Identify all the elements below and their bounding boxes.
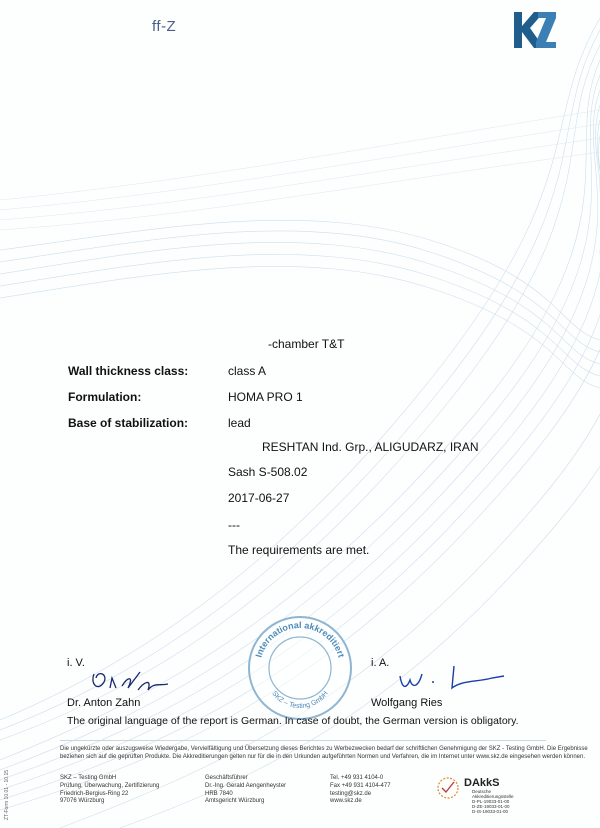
field-value-stabilization: lead xyxy=(228,416,251,430)
footer-divider xyxy=(60,740,546,741)
footer-col-company xyxy=(60,775,159,806)
footer-company-name: SKZ – Testing GmbH xyxy=(60,775,117,781)
footer-col-contact xyxy=(330,775,391,806)
dakks-sub-3: D-PL-19033-01-00 xyxy=(472,799,510,804)
footer-fax: Fax +49 931 4104-477 xyxy=(330,782,391,789)
company-name: RESHTAN Ind. Grp., ALIGUDARZ, IRAN xyxy=(262,440,479,454)
field-value-formulation: HOMA PRO 1 xyxy=(228,390,303,404)
sash-designation: Sash S-508.02 xyxy=(228,465,308,479)
field-label-stabilization: Base of stabilization: xyxy=(68,416,189,430)
result-statement: The requirements are met. xyxy=(228,543,370,557)
right-signer-prefix: i. A. xyxy=(371,657,390,669)
dakks-title: DAkkS xyxy=(464,777,500,789)
footer-mgmt-title: Geschäftsführer xyxy=(205,775,248,781)
footer-mgmt-court: Amtsgericht Würzburg xyxy=(205,798,265,805)
seal-bottom-text: SKZ – Testing GmbH xyxy=(270,690,330,711)
skz-logo xyxy=(508,8,558,52)
dakks-sub-1: Deutsche xyxy=(472,789,492,794)
footer-col-management xyxy=(205,775,286,806)
footer-company-street: Friedrich-Bergius-Ring 22 xyxy=(60,790,129,797)
footer-mgmt-hrb: HRB 7840 xyxy=(205,790,233,797)
field-label-wall-thickness: Wall thickness class: xyxy=(68,364,189,378)
dakks-sub-4: D-ZE-19033-01-00 xyxy=(472,804,510,809)
dashes-field: --- xyxy=(228,518,240,532)
language-notice: The original language of the report is German. In case of doubt, the German version is obligatory. xyxy=(67,715,519,727)
dakks-mark-icon xyxy=(438,778,458,798)
seal-top-text: International akkreditiert xyxy=(253,619,347,659)
footer-company-city: 97076 Würzburg xyxy=(60,798,105,805)
left-signer-name: Dr. Anton Zahn xyxy=(67,697,141,709)
dakks-sub-5: D-IS-19033-01-00 xyxy=(472,809,509,814)
field-label-formulation: Formulation: xyxy=(68,390,142,404)
left-signer-prefix: i. V. xyxy=(67,657,85,669)
footer-company-desc: Prüfung, Überwachung, Zertifizierung xyxy=(60,782,160,789)
right-signer-name: Wolfgang Ries xyxy=(371,697,443,709)
footer-website[interactable]: www.skz.de xyxy=(330,798,362,805)
report-date: 2017-06-27 xyxy=(228,491,290,505)
legal-line-2: beziehen sich auf die geprüften Produkte. Die Akkreditierungen gelten nur für die in den Urkunden aufgeführten Normen und Verfahren, die im Internet unter www.skz.de eingesehen werden können. xyxy=(60,754,585,760)
header-ffz-text: ff-Z xyxy=(152,18,177,35)
left-handwritten-signature xyxy=(88,664,178,696)
legal-line-1: Die ungekürzte oder auszugsweise Wiedergabe, Vervielfältigung und Übersetzung dieses Berichtes zu Werbezwecken bedarf der schriftlichen Genehmigung der SKZ - Testing GmbH. Die Ergebnisse xyxy=(60,746,588,752)
right-handwritten-signature xyxy=(392,660,510,694)
footer-phone: Tel. +49 931 4104-0 xyxy=(330,775,384,781)
accreditation-seal xyxy=(246,614,354,722)
chamber-line: -chamber T&T xyxy=(268,337,345,351)
footer-mgmt-name: Dr.-Ing. Gerald Aengenheyster xyxy=(205,782,287,789)
dakks-logo xyxy=(434,770,554,818)
dakks-sub-2: Akkreditierungsstelle xyxy=(472,794,514,799)
field-value-wall-thickness: class A xyxy=(228,364,267,378)
footer-email[interactable]: testing@skz.de xyxy=(330,790,372,797)
form-side-code: ZT-Form 10.01 - 10.15 xyxy=(4,769,10,820)
